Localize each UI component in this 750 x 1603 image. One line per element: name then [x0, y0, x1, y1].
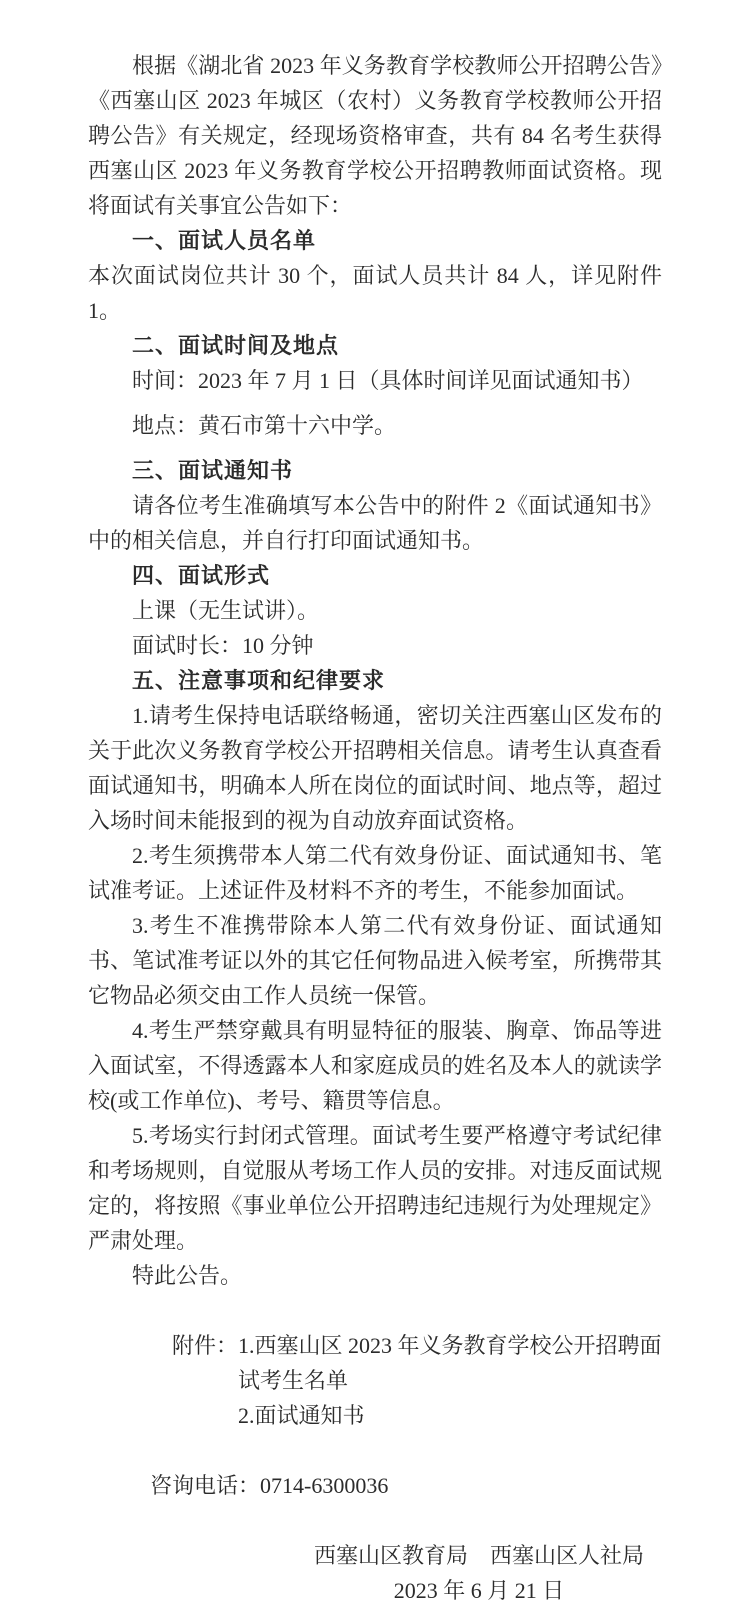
attachments-block: [88, 1328, 662, 1433]
attachments-list: [238, 1328, 662, 1433]
paragraph-14: 2.考生须携带本人第二代有效身份证、面试通知书、笔试准考证。上述证件及材料不齐的考生，不能参加面试。: [88, 843, 662, 903]
paragraph-15: 3.考生不准携带除本人第二代有效身份证、面试通知书、笔试准考证以外的其它任何物品进入候考室，所携带其它物品必须交由工作人员统一保管。: [88, 913, 662, 1008]
paragraph-11: 面试时长：10 分钟: [132, 633, 314, 658]
paragraph-18: 特此公告。: [132, 1263, 243, 1288]
paragraph-8: 请各位考生准确填写本公告中的附件 2《面试通知书》中的相关信息，并自行打印面试通知书。: [88, 493, 662, 553]
signature-area: [88, 1538, 662, 1603]
paragraph-13: 1.请考生保持电话联络畅通，密切关注西塞山区发布的关于此次义务教育学校公开招聘相关信息。请考生认真查看面试通知书，明确本人所在岗位的面试时间、地点等，超过入场时间未能报到的视为自动放弃面试资格。: [88, 703, 662, 833]
section-heading-9: 四、面试形式: [132, 563, 271, 588]
section-heading-7: 三、面试通知书: [132, 458, 294, 483]
section-heading-12: 五、注意事项和纪律要求: [132, 668, 386, 693]
section-heading-4: 二、面试时间及地点: [132, 333, 340, 358]
document-body: [88, 48, 662, 1293]
section-heading-2: 一、面试人员名单: [132, 228, 317, 253]
signature-block: [314, 1538, 644, 1603]
paragraph-6: 地点：黄石市第十六中学。: [132, 413, 397, 438]
paragraph-5: 时间：2023 年 7 月 1 日（具体时间详见面试通知书）: [132, 368, 644, 393]
attachment-item-1: 1.西塞山区 2023 年义务教育学校公开招聘面试考生名单: [238, 1333, 662, 1393]
issue-date: 2023 年 6 月 21 日: [393, 1578, 565, 1603]
issuing-organizations: 西塞山区教育局 西塞山区人社局: [313, 1543, 644, 1568]
paragraph-10: 上课（无生试讲）。: [132, 598, 320, 623]
paragraph-16: 4.考生严禁穿戴具有明显特征的服装、胸章、饰品等进入面试室，不得透露本人和家庭成员的姓名及本人的就读学校(或工作单位)、考号、籍贯等信息。: [88, 1018, 662, 1113]
attachments-label: 附件：: [172, 1333, 239, 1358]
paragraph-17: 5.考场实行封闭式管理。面试考生要严格遵守考试纪律和考场规则，自觉服从考场工作人员的安排。对违反面试规定的，将按照《事业单位公开招聘违纪违规行为处理规定》严肃处理。: [88, 1123, 662, 1253]
contact-phone-line: 咨询电话：0714-6300036: [150, 1473, 389, 1498]
attachment-item-2: 2.面试通知书: [238, 1403, 365, 1428]
paragraph-1: 根据《湖北省 2023 年义务教育学校教师公开招聘公告》《西塞山区 2023 年城区（农村）义务教育学校教师公开招聘公告》有关规定，经现场资格审查，共有 84 名考生获得西塞山区 2023 年义务教育学校公开招聘教师面试资格。现将面试有关事宜公告如下：: [88, 53, 662, 218]
paragraph-3: 本次面试岗位共计 30 个，面试人员共计 84 人，详见附件 1。: [88, 263, 662, 323]
